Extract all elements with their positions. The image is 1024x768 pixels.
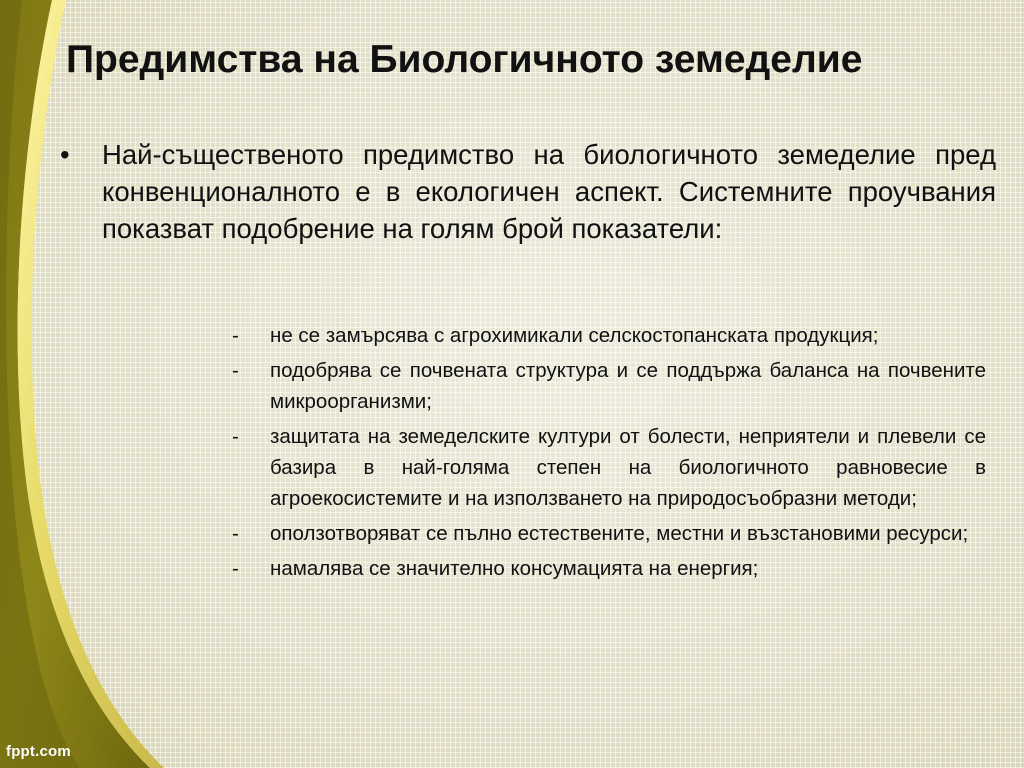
- main-bullet: [60, 136, 996, 247]
- sub-bullet-item: [228, 421, 986, 514]
- slide-title: Предимства на Биологичното земеделие: [66, 38, 863, 81]
- sub-bullet-text: не се замърсява с агрохимикали селскостопанската продукция;: [270, 324, 879, 347]
- sub-bullet-item: [228, 320, 986, 351]
- sub-bullet-text: намалява се значително консумацията на енергия;: [270, 557, 759, 580]
- sub-bullet-text: подобрява се почвената структура и се поддържа баланса на почвените микроорганизми;: [270, 359, 986, 413]
- dash-marker: -: [232, 522, 239, 545]
- dash-marker: -: [232, 324, 239, 347]
- main-bullet-text: Най-същественото предимство на биологичното земеделие пред конвенционалното е в екологичен аспект. Системните проучвания показват подобрение на голям брой показатели:: [102, 139, 996, 244]
- dash-marker: -: [232, 425, 239, 448]
- sub-bullet-item: [228, 355, 986, 417]
- sub-bullet-item: [228, 518, 986, 549]
- sub-bullet-text: оползотворяват се пълно естествените, местни и възстановими ресурси;: [270, 522, 969, 545]
- sub-bullet-text: защитата на земеделските култури от болести, неприятели и плевели се базира в най-голяма степен на биологичното равновесие в агроекосистемите и на използването на природосъобразни методи;: [270, 425, 986, 510]
- sub-bullet-list: [228, 320, 986, 588]
- sub-bullet-item: [228, 553, 986, 584]
- bullet-symbol: •: [60, 139, 70, 170]
- dash-marker: -: [232, 557, 239, 580]
- fppt-watermark: fppt.com: [6, 743, 71, 760]
- dash-marker: -: [232, 359, 239, 382]
